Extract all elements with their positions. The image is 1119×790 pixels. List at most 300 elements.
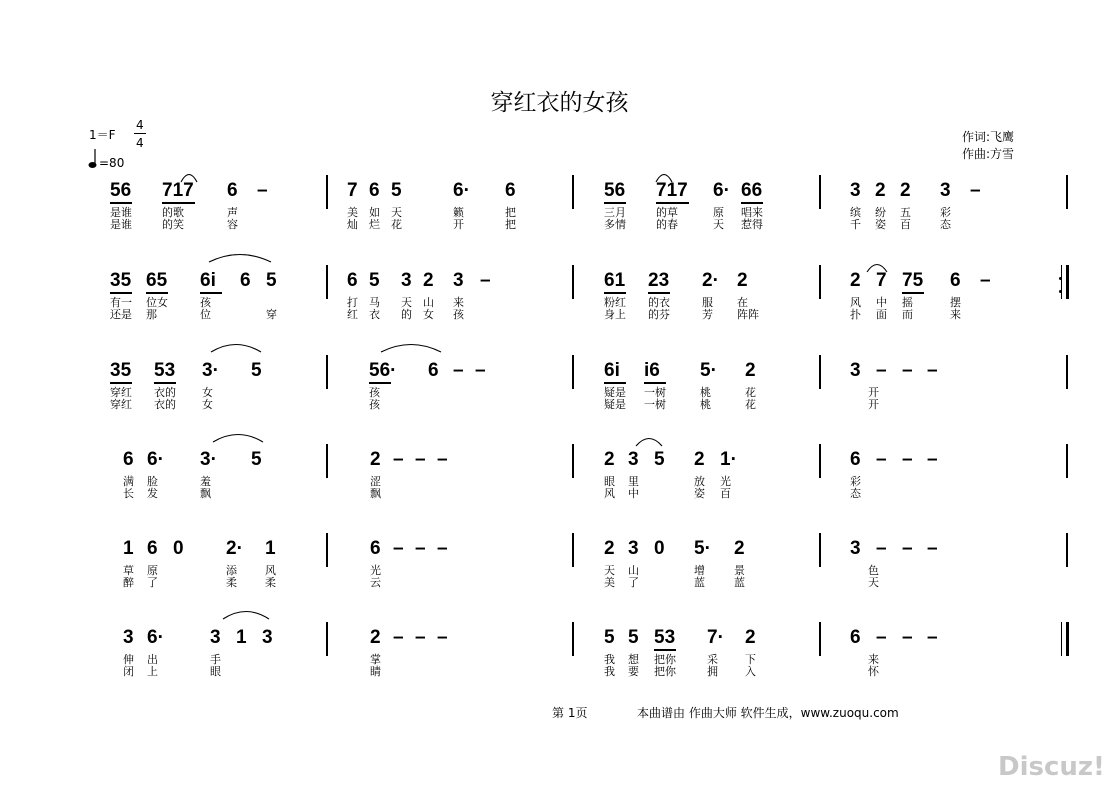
note: 56 [110, 180, 132, 201]
note: 6 [240, 270, 251, 291]
lyric-verse-1: 把你 [654, 653, 676, 666]
double-bar-thick [1066, 265, 1069, 299]
note: 3· [202, 360, 219, 381]
note: 3 [123, 627, 134, 648]
watermark-logo: Discuz! [998, 752, 1105, 782]
repeat-dot [1059, 290, 1062, 293]
note: 2· [702, 270, 719, 291]
lyric-verse-1: 出 [147, 653, 158, 666]
eighth-beam [110, 382, 132, 384]
lyric-verse-2: 的笑 [162, 218, 184, 231]
lyric-verse-1: 三月 [604, 206, 626, 219]
bar-line [326, 355, 328, 389]
bar-line [819, 533, 821, 567]
note: – [415, 449, 426, 470]
lyric-verse-1: 天 [401, 296, 412, 309]
bar-line [572, 444, 574, 478]
lyric-verse-2: 的芬 [648, 308, 670, 321]
lyric-verse-1: 的歌 [162, 206, 184, 219]
lyric-verse-1: 增 [694, 564, 705, 577]
lyric-verse-2: 中 [628, 487, 639, 500]
note: 3 [850, 538, 861, 559]
lyric-verse-1: 景 [734, 564, 745, 577]
note: – [970, 180, 981, 201]
note: 2 [423, 270, 434, 291]
lyric-verse-2: 开 [453, 218, 464, 231]
eighth-beam [902, 292, 924, 294]
lyric-verse-1: 的衣 [648, 296, 670, 309]
lyric-verse-1: 脸 [147, 475, 158, 488]
note: – [927, 360, 938, 381]
bar-line [819, 622, 821, 656]
note: 717 [162, 180, 194, 201]
lyric-verse-1: 满 [123, 475, 134, 488]
note: 2 [370, 449, 381, 470]
note: – [437, 538, 448, 559]
lyric-verse-2: 入 [745, 665, 756, 678]
lyric-verse-1: 把 [505, 206, 516, 219]
bar-line [572, 265, 574, 299]
lyric-verse-2: 蓝 [734, 576, 745, 589]
note: 6 [850, 449, 861, 470]
lyric-verse-1: 里 [628, 475, 639, 488]
note: – [437, 627, 448, 648]
lyric-verse-1: 开 [868, 386, 879, 399]
lyric-verse-2: 百 [900, 218, 911, 231]
note: 1 [265, 538, 276, 559]
note: 23 [648, 270, 670, 291]
eighth-beam [110, 202, 132, 204]
lyric-verse-2: 睛 [370, 665, 381, 678]
lyric-verse-2: 态 [940, 218, 951, 231]
note: 5 [369, 270, 380, 291]
note: – [876, 449, 887, 470]
lyric-verse-2: 女 [423, 308, 434, 321]
bar-line [326, 444, 328, 478]
note: 65 [146, 270, 168, 291]
lyric-verse-2: 容 [227, 218, 238, 231]
lyric-verse-2: 的春 [656, 218, 678, 231]
bar-line [572, 533, 574, 567]
slur-mark [635, 435, 663, 447]
lyric-verse-1: 眼 [604, 475, 615, 488]
lyric-verse-2: 发 [147, 487, 158, 500]
note: 1· [720, 449, 737, 470]
lyric-verse-1: 孩 [369, 386, 380, 399]
lyric-verse-2: 烂 [369, 218, 380, 231]
bar-line [572, 622, 574, 656]
lyric-verse-2: 多情 [604, 218, 626, 231]
bar-line [1066, 355, 1068, 389]
lyric-verse-2: 云 [370, 576, 381, 589]
lyric-verse-1: 伸 [123, 653, 134, 666]
lyric-verse-1: 采 [707, 653, 718, 666]
slur-mark [210, 341, 262, 353]
lyric-verse-2: 那 [146, 308, 157, 321]
lyric-verse-2: 千 [850, 218, 861, 231]
lyric-verse-2: 怀 [868, 665, 879, 678]
note: – [902, 449, 913, 470]
bar-line [326, 175, 328, 209]
lyric-verse-2: 了 [147, 576, 158, 589]
note: 56 [604, 180, 626, 201]
eighth-beam [604, 382, 626, 384]
note: 0 [654, 538, 665, 559]
note: 3 [850, 360, 861, 381]
bar-line [326, 533, 328, 567]
lyric-verse-1: 原 [147, 564, 158, 577]
note: 6· [147, 627, 164, 648]
lyric-verse-2: 惹得 [741, 218, 763, 231]
lyric-verse-1: 天 [391, 206, 402, 219]
lyric-verse-2: 孩 [369, 398, 380, 411]
note: – [902, 360, 913, 381]
note: 0 [173, 538, 184, 559]
lyric-verse-2: 了 [628, 576, 639, 589]
lyric-verse-2: 美 [604, 576, 615, 589]
lyric-verse-1: 衣的 [154, 386, 176, 399]
note: 2 [734, 538, 745, 559]
bar-line [326, 265, 328, 299]
lyric-verse-1: 我 [604, 653, 615, 666]
lyric-verse-2: 花 [745, 398, 756, 411]
lyric-verse-2: 我 [604, 665, 615, 678]
note: 6· [147, 449, 164, 470]
note: 2 [737, 270, 748, 291]
lyric-verse-2: 姿 [875, 218, 886, 231]
bar-line [819, 265, 821, 299]
lyric-verse-2: 飘 [370, 487, 381, 500]
note: 6 [369, 180, 380, 201]
note: 6· [713, 180, 730, 201]
note: 2 [370, 627, 381, 648]
note: 6 [850, 627, 861, 648]
lyric-verse-1: 放 [694, 475, 705, 488]
note: 3· [200, 449, 217, 470]
lyric-verse-1: 天 [604, 564, 615, 577]
bar-line [819, 175, 821, 209]
tempo-marking: =80 [99, 156, 125, 170]
lyric-verse-2: 开 [868, 398, 879, 411]
note: 6 [505, 180, 516, 201]
note: – [415, 627, 426, 648]
note: 66 [741, 180, 763, 201]
lyric-verse-1: 服 [702, 296, 713, 309]
note: 7 [876, 270, 887, 291]
note: 6 [347, 270, 358, 291]
note: – [437, 449, 448, 470]
note: 56· [369, 360, 397, 381]
note: 35 [110, 360, 132, 381]
lyric-verse-1: 的草 [656, 206, 678, 219]
lyric-verse-2: 把 [505, 218, 516, 231]
slur-mark [380, 341, 442, 353]
note: – [480, 270, 491, 291]
lyric-verse-1: 缤 [850, 206, 861, 219]
lyric-verse-1: 摆 [950, 296, 961, 309]
lyric-verse-2: 疑是 [604, 398, 626, 411]
note: 2 [694, 449, 705, 470]
lyric-verse-1: 山 [423, 296, 434, 309]
lyric-verse-2: 飘 [200, 487, 211, 500]
lyric-verse-2: 一树 [644, 398, 666, 411]
lyric-verse-2: 位 [200, 308, 211, 321]
note: 5 [266, 270, 277, 291]
slur-mark [208, 251, 272, 263]
note: 61 [604, 270, 626, 291]
lyric-verse-2: 柔 [265, 576, 276, 589]
note: 5· [700, 360, 717, 381]
lyric-verse-1: 唱来 [741, 206, 763, 219]
note: 7· [707, 627, 724, 648]
note: 7 [347, 180, 358, 201]
lyric-verse-2: 衣 [369, 308, 380, 321]
lyric-verse-2: 柔 [226, 576, 237, 589]
slur-mark [866, 261, 888, 273]
lyric-verse-1: 下 [745, 653, 756, 666]
slur-mark [222, 608, 270, 620]
note: 2 [875, 180, 886, 201]
note: 3 [210, 627, 221, 648]
note: 75 [902, 270, 924, 291]
note: – [415, 538, 426, 559]
lyric-verse-1: 光 [720, 475, 731, 488]
lyric-verse-1: 彩 [940, 206, 951, 219]
note: 3 [850, 180, 861, 201]
lyric-verse-2: 百 [720, 487, 731, 500]
lyric-verse-1: 桃 [700, 386, 711, 399]
time-signature-bar [134, 133, 146, 134]
lyric-verse-1: 添 [226, 564, 237, 577]
lyric-verse-2: 长 [123, 487, 134, 500]
double-bar-thin [1061, 265, 1062, 299]
lyric-verse-2: 眼 [210, 665, 221, 678]
lyric-verse-1: 疑是 [604, 386, 626, 399]
lyric-verse-2: 态 [850, 487, 861, 500]
lyric-verse-2: 天 [713, 218, 724, 231]
lyric-verse-1: 原 [713, 206, 724, 219]
lyric-verse-1: 有一 [110, 296, 132, 309]
note: 5 [251, 360, 262, 381]
time-signature-denominator: 4 [136, 136, 144, 150]
lyric-verse-1: 籁 [453, 206, 464, 219]
lyric-verse-2: 闭 [123, 665, 134, 678]
note: – [980, 270, 991, 291]
lyric-verse-1: 在 [737, 296, 748, 309]
lyric-verse-2: 而 [902, 308, 913, 321]
note: 3 [940, 180, 951, 201]
lyric-verse-2: 风 [604, 487, 615, 500]
lyric-verse-1: 位女 [146, 296, 168, 309]
note: 6· [453, 180, 470, 201]
lyric-verse-1: 风 [265, 564, 276, 577]
lyric-verse-2: 阵阵 [737, 308, 759, 321]
double-bar-thin [1061, 622, 1062, 656]
lyric-verse-1: 五 [900, 206, 911, 219]
note: 1 [236, 627, 247, 648]
lyric-verse-1: 草 [123, 564, 134, 577]
lyric-verse-2: 还是 [110, 308, 132, 321]
lyric-verse-1: 声 [227, 206, 238, 219]
note: – [927, 449, 938, 470]
slur-mark [180, 171, 198, 183]
bar-line [1066, 175, 1068, 209]
note: 5· [694, 538, 711, 559]
lyric-verse-2: 醉 [123, 576, 134, 589]
lyric-verse-1: 色 [868, 564, 879, 577]
note: 2 [745, 627, 756, 648]
note: – [902, 627, 913, 648]
lyric-verse-2: 灿 [347, 218, 358, 231]
generator-credit: 本曲谱由 作曲大师 软件生成，www.zuoqu.com [637, 706, 899, 720]
lyric-verse-2: 身上 [604, 308, 626, 321]
note: – [475, 360, 486, 381]
lyric-verse-2: 蓝 [694, 576, 705, 589]
note: 2 [604, 449, 615, 470]
composer-credit: 作曲:方雪 [962, 147, 1015, 161]
note: 6 [123, 449, 134, 470]
note: – [393, 538, 404, 559]
eighth-beam [200, 292, 222, 294]
lyric-verse-1: 风 [850, 296, 861, 309]
quarter-note-icon [88, 148, 98, 174]
bar-line [1066, 533, 1068, 567]
lyric-verse-1: 彩 [850, 475, 861, 488]
bar-line [819, 355, 821, 389]
bar-line [572, 175, 574, 209]
lyric-verse-1: 手 [210, 653, 221, 666]
lyric-verse-1: 来 [453, 296, 464, 309]
lyric-verse-1: 粉红 [604, 296, 626, 309]
lyric-verse-2: 面 [876, 308, 887, 321]
lyric-verse-1: 马 [369, 296, 380, 309]
lyric-verse-1: 摇 [902, 296, 913, 309]
note: 2· [226, 538, 243, 559]
lyric-verse-2: 穿 [266, 308, 277, 321]
note: 3 [628, 538, 639, 559]
lyric-verse-1: 来 [868, 653, 879, 666]
lyric-verse-1: 穿红 [110, 386, 132, 399]
eighth-beam [604, 292, 626, 294]
lyric-verse-2: 姿 [694, 487, 705, 500]
eighth-beam [154, 382, 176, 384]
slur-mark [212, 431, 264, 443]
note: 6 [370, 538, 381, 559]
note: 6 [428, 360, 439, 381]
repeat-dot [1059, 277, 1062, 280]
double-bar-thick [1066, 622, 1069, 656]
eighth-beam [741, 202, 763, 204]
lyric-verse-1: 是谁 [110, 206, 132, 219]
lyric-verse-2: 天 [868, 576, 879, 589]
note: 3 [262, 627, 273, 648]
note: – [393, 449, 404, 470]
page-number: 第 1页 [552, 706, 588, 720]
lyric-verse-1: 孩 [200, 296, 211, 309]
lyric-verse-2: 的 [401, 308, 412, 321]
note: – [927, 538, 938, 559]
eighth-beam [644, 382, 666, 384]
note: 717 [656, 180, 688, 201]
note: 2 [745, 360, 756, 381]
note: 6 [147, 538, 158, 559]
key-signature: 1＝F [89, 128, 116, 142]
note: 6 [227, 180, 238, 201]
note: 5 [604, 627, 615, 648]
bar-line [572, 355, 574, 389]
note: 35 [110, 270, 132, 291]
lyric-verse-1: 花 [745, 386, 756, 399]
eighth-beam [110, 292, 132, 294]
note: 5 [251, 449, 262, 470]
note: 2 [604, 538, 615, 559]
note: 6 [950, 270, 961, 291]
note: 6i [200, 270, 216, 291]
eighth-beam [604, 202, 626, 204]
note: 6i [604, 360, 620, 381]
note: 53 [154, 360, 176, 381]
lyric-verse-1: 中 [876, 296, 887, 309]
lyric-verse-1: 如 [369, 206, 380, 219]
slur-mark [655, 171, 673, 183]
bar-line [1066, 444, 1068, 478]
lyric-verse-2: 穿红 [110, 398, 132, 411]
lyric-verse-1: 掌 [370, 653, 381, 666]
note: 5 [654, 449, 665, 470]
eighth-beam [146, 292, 168, 294]
lyricist-credit: 作词:飞鹰 [962, 130, 1015, 144]
note: – [927, 627, 938, 648]
song-title: 穿红衣的女孩 [490, 90, 629, 116]
bar-line [819, 444, 821, 478]
lyric-verse-1: 美 [347, 206, 358, 219]
note: 2 [900, 180, 911, 201]
lyric-verse-2: 上 [147, 665, 158, 678]
note: 3 [401, 270, 412, 291]
lyric-verse-1: 羞 [200, 475, 211, 488]
note: – [902, 538, 913, 559]
lyric-verse-2: 来 [950, 308, 961, 321]
lyric-verse-1: 打 [347, 296, 358, 309]
lyric-verse-2: 孩 [453, 308, 464, 321]
note: 5 [628, 627, 639, 648]
lyric-verse-1: 光 [370, 564, 381, 577]
lyric-verse-2: 把你 [654, 665, 676, 678]
lyric-verse-2: 拥 [707, 665, 718, 678]
lyric-verse-1: 山 [628, 564, 639, 577]
lyric-verse-1: 一树 [644, 386, 666, 399]
note: 3 [628, 449, 639, 470]
lyric-verse-2: 扑 [850, 308, 861, 321]
note: i6 [644, 360, 660, 381]
eighth-beam [369, 382, 391, 384]
note: – [453, 360, 464, 381]
note: – [876, 627, 887, 648]
lyric-verse-2: 桃 [700, 398, 711, 411]
note: – [876, 360, 887, 381]
note: 5 [391, 180, 402, 201]
note: 53 [654, 627, 676, 648]
eighth-beam [162, 202, 195, 204]
note: – [393, 627, 404, 648]
bar-line [326, 622, 328, 656]
eighth-beam [656, 202, 689, 204]
lyric-verse-2: 红 [347, 308, 358, 321]
lyric-verse-2: 女 [202, 398, 213, 411]
lyric-verse-2: 是谁 [110, 218, 132, 231]
note: 3 [453, 270, 464, 291]
eighth-beam [654, 649, 676, 651]
